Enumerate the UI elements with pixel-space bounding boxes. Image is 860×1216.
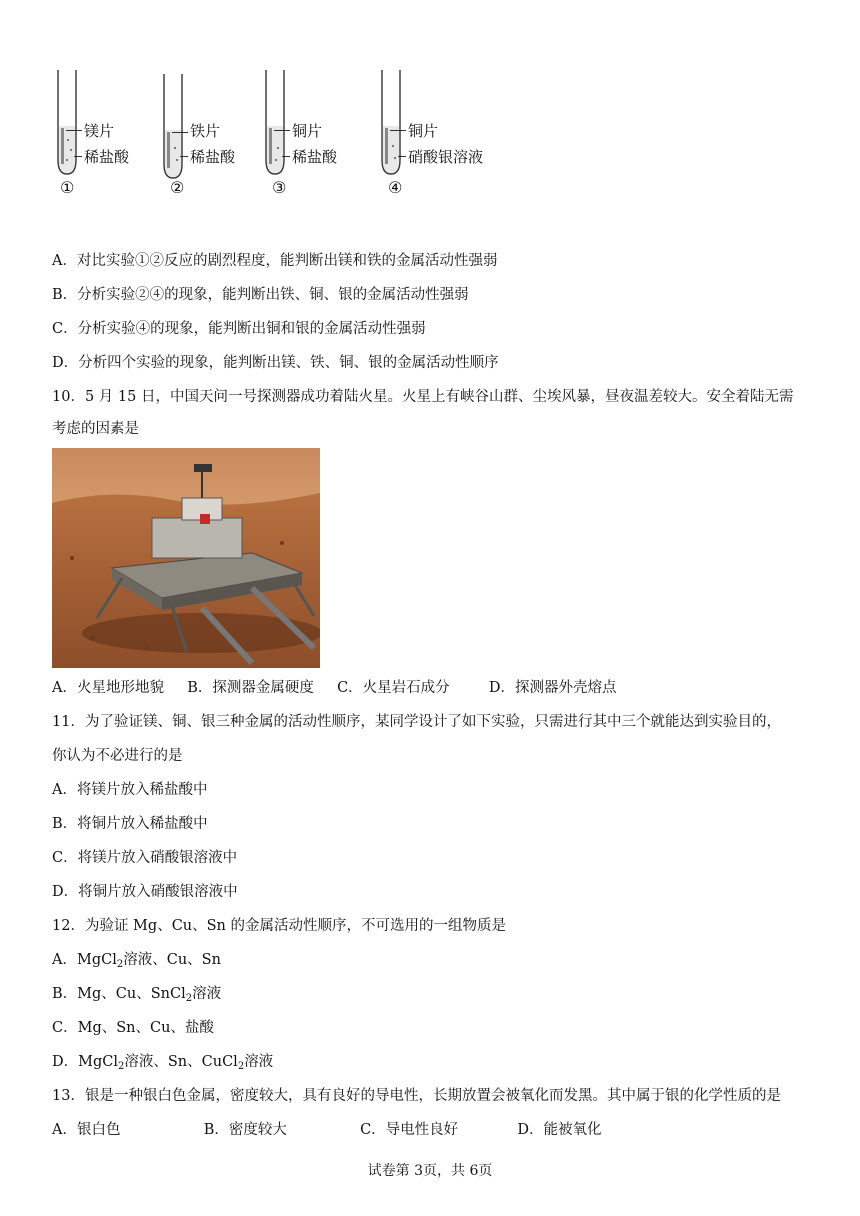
q10-options — [52, 678, 617, 698]
q13-option-a: A．银白色 — [52, 1122, 121, 1138]
tube-metal-label: 铁片 — [190, 122, 221, 140]
page-footer: 试卷第 3页，共 6页 — [367, 1163, 493, 1179]
q10-option-b: B．探测器金属硬度 — [187, 680, 314, 696]
q10-stem-line2: 考虑的因素是 — [52, 421, 139, 437]
q10-stem-line1: 10．5 月 15 日，中国天问一号探测器成功着陆火星。火星上有峡谷山群、尘埃风暴，昼夜温差较大。安全着陆无需 — [52, 389, 794, 405]
subscript: 2 — [237, 1061, 245, 1072]
q9-option-d: D．分析四个实验的现象，能判断出镁、铁、铜、银的金属活动性顺序 — [52, 355, 499, 371]
q13-option-d: D．能被氧化 — [517, 1122, 602, 1138]
q12-stem: 12．为验证 Mg、Cu、Sn 的金属活动性顺序，不可选用的一组物质是 — [52, 918, 507, 934]
q12-option-c: C．Mg、Sn、Cu、盐酸 — [52, 1020, 214, 1036]
mars-rover-photo — [52, 448, 320, 668]
tube-metal-label: 铜片 — [292, 122, 323, 140]
q9-option-c: C．分析实验④的现象，能判断出铜和银的金属活动性强弱 — [52, 321, 426, 337]
q11-stem-line1: 11．为了验证镁、铜、银三种金属的活动性顺序，某同学设计了如下实验，只需进行其中三个就能达到实验目的， — [52, 714, 781, 730]
q12-option-a-formula: A．MgCl — [52, 952, 117, 968]
q12-option-d-mid: 溶液、Sn、CuCl — [124, 1054, 238, 1070]
tube-number: ① — [60, 178, 75, 197]
q11-stem-line2: 你认为不必进行的是 — [52, 748, 183, 764]
q12-option-b-formula: B．Mg、Cu、SnCl — [52, 986, 186, 1002]
tube-metal-label: 铜片 — [408, 122, 439, 140]
tube-metal-label: 镁片 — [84, 122, 115, 140]
q11-option-c: C．将镁片放入硝酸银溶液中 — [52, 850, 238, 866]
q12-option-d-formula: D．MgCl — [52, 1054, 118, 1070]
test-tube-4 — [378, 60, 558, 210]
tube-number: ④ — [388, 178, 403, 197]
q12-option-b — [52, 984, 221, 1009]
q12-option-a-rest: 溶液、Cu、Sn — [123, 952, 221, 968]
test-tube-icon — [160, 74, 190, 184]
q10-option-d: D．探测器外壳熔点 — [488, 680, 617, 696]
q12-option-d-rest: 溶液 — [244, 1054, 274, 1070]
q11-option-b: B．将铜片放入稀盐酸中 — [52, 816, 208, 832]
q10-option-c: C．火星岩石成分 — [337, 680, 450, 696]
q13-options — [52, 1120, 602, 1140]
test-tube-icon — [54, 70, 84, 180]
q12-option-a — [52, 950, 221, 975]
test-tube-figure — [40, 60, 560, 210]
subscript: 2 — [185, 993, 193, 1004]
q9-option-a: A．对比实验①②反应的剧烈程度，能判断出镁和铁的金属活动性强弱 — [52, 253, 498, 269]
test-tube-icon — [262, 70, 292, 180]
tube-solution-label: 稀盐酸 — [84, 148, 130, 166]
subscript: 2 — [116, 959, 124, 970]
q13-option-b: B．密度较大 — [203, 1122, 287, 1138]
q12-option-b-rest: 溶液 — [192, 986, 222, 1002]
tube-solution-label: 稀盐酸 — [190, 148, 236, 166]
test-tube-icon — [378, 70, 408, 180]
q9-option-b: B．分析实验②④的现象，能判断出铁、铜、银的金属活动性强弱 — [52, 287, 469, 303]
q13-stem: 13．银是一种银白色金属，密度较大，具有良好的导电性，长期放置会被氧化而发黑。其中属于银的化学性质的是 — [52, 1088, 781, 1104]
q11-option-d: D．将铜片放入硝酸银溶液中 — [52, 884, 238, 900]
q12-option-d — [52, 1052, 273, 1077]
q11-option-a: A．将镁片放入稀盐酸中 — [52, 782, 208, 798]
tube-solution-label: 硝酸银溶液 — [408, 148, 484, 166]
subscript: 2 — [118, 1061, 125, 1072]
tube-number: ③ — [272, 178, 287, 197]
q13-option-c: C．导电性良好 — [360, 1122, 459, 1138]
tube-number: ② — [170, 178, 185, 197]
tube-solution-label: 稀盐酸 — [292, 148, 338, 166]
q10-option-a: A．火星地形地貌 — [52, 680, 164, 696]
